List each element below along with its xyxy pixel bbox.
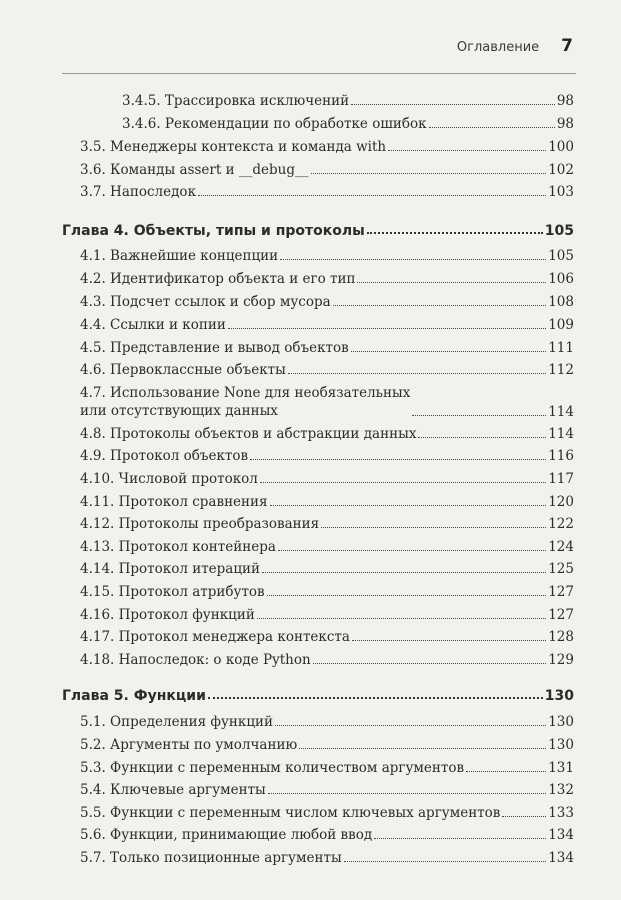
toc-entry-4-2[interactable] [80, 269, 574, 287]
toc-entry-page: 131 [548, 760, 574, 776]
toc-entry-title: 3.4.6. Рекомендации по обработке ошибок [122, 116, 427, 132]
toc-entry-4-16[interactable] [80, 605, 574, 623]
toc-entry-title: 5.1. Определения функций [80, 714, 274, 730]
toc-entry-4-5[interactable] [80, 338, 574, 356]
dot-leader [250, 459, 546, 460]
toc-entry-title [80, 384, 410, 420]
dot-leader [367, 232, 543, 234]
toc-entry-title: 4.1. Важнейшие концепции [80, 248, 279, 264]
dot-leader [313, 663, 547, 664]
toc-entry-4-10[interactable] [80, 469, 574, 487]
dot-leader [352, 640, 546, 641]
toc-entry-page: 120 [548, 494, 574, 510]
toc-entry-4-7[interactable] [80, 384, 574, 420]
toc-entry-4-13[interactable] [80, 537, 574, 555]
toc-entry-page: 100 [548, 139, 574, 155]
toc-entry-title: 3.4.5. Трассировка исключений [122, 93, 350, 109]
toc-chapter-page: 130 [544, 688, 574, 704]
toc-entry-page: 130 [548, 714, 574, 730]
toc-entry-page: 117 [548, 471, 574, 487]
toc-entry-4-4[interactable] [80, 315, 574, 333]
toc-entry-title: 5.5. Функции с переменным числом ключевых аргументов [80, 805, 501, 821]
toc-entry-4-15[interactable] [80, 582, 574, 600]
toc-entry-page: 106 [548, 271, 574, 287]
toc-entry-page: 127 [548, 607, 574, 623]
toc-entry-title: 4.11. Протокол сравнения [80, 494, 268, 510]
toc-entry-page: 133 [548, 805, 574, 821]
header-divider [62, 73, 576, 74]
dot-leader [388, 150, 546, 151]
toc-entry-page: 112 [548, 362, 574, 378]
toc-chapter-5[interactable] [62, 684, 574, 704]
toc-entry-title: 5.4. Ключевые аргументы [80, 782, 266, 798]
toc-entry-page: 132 [548, 782, 574, 798]
dot-leader [418, 437, 546, 438]
toc-entry-4-14[interactable] [80, 559, 574, 577]
toc-entry-4-9[interactable] [80, 446, 574, 464]
dot-leader [280, 259, 546, 260]
running-header-title: Оглавление [456, 40, 540, 55]
toc-entry-4-3[interactable] [80, 292, 574, 310]
toc-entry-5-6[interactable] [80, 825, 574, 843]
dot-leader [321, 527, 546, 528]
toc-entry-page: 102 [548, 162, 574, 178]
toc-entry-3-4-6[interactable] [122, 114, 574, 132]
toc-entry-page: 127 [548, 584, 574, 600]
toc-entry-3-5[interactable] [80, 137, 574, 155]
toc-entry-page: 103 [548, 184, 574, 200]
toc-entry-title: 5.6. Функции, принимающие любой ввод [80, 827, 373, 843]
toc-entry-title: 4.4. Ссылки и копии [80, 317, 226, 333]
dot-leader [429, 127, 555, 128]
toc-entry-4-17[interactable] [80, 627, 574, 645]
toc-entry-title: 4.6. Первоклассные объекты [80, 362, 286, 378]
toc-entry-5-5[interactable] [80, 803, 574, 821]
toc-entry-4-12[interactable] [80, 514, 574, 532]
toc-chapter-title: Глава 5. Функции [62, 688, 206, 704]
toc-entry-title: 4.15. Протокол атрибутов [80, 584, 265, 600]
toc-entry-page: 122 [548, 516, 574, 532]
toc-entry-title: 3.5. Менеджеры контекста и команда with [80, 139, 387, 155]
toc-entry-3-6[interactable] [80, 160, 574, 178]
toc-entry-page: 105 [548, 248, 574, 264]
toc-chapter-page: 105 [544, 223, 574, 239]
toc-entry-page: 114 [548, 404, 574, 420]
dot-leader [208, 697, 543, 699]
dot-leader [351, 104, 555, 105]
dot-leader [257, 618, 546, 619]
toc-entry-title: 4.16. Протокол функций [80, 607, 255, 623]
dot-leader [502, 816, 546, 817]
toc-entry-title: 4.5. Представление и вывод объектов [80, 340, 349, 356]
dot-leader [288, 373, 546, 374]
toc-entry-4-6[interactable] [80, 360, 574, 378]
dot-leader [278, 550, 546, 551]
toc-entry-5-4[interactable] [80, 780, 574, 798]
toc-entry-title: 4.17. Протокол менеджера контекста [80, 629, 350, 645]
toc-entry-4-11[interactable] [80, 492, 574, 510]
toc-chapter-4[interactable] [62, 219, 574, 239]
dot-leader [198, 195, 546, 196]
dot-leader [268, 793, 546, 794]
toc-entry-3-7[interactable] [80, 182, 574, 200]
toc-entry-title: 5.7. Только позиционные аргументы [80, 850, 342, 866]
toc-entry-title: 3.7. Напоследок [80, 184, 197, 200]
toc-entry-title: 4.3. Подсчет ссылок и сбор мусора [80, 294, 331, 310]
dot-leader [333, 305, 547, 306]
dot-leader [267, 595, 547, 596]
toc-entry-page: 111 [548, 340, 574, 356]
toc-entry-5-7[interactable] [80, 848, 574, 866]
page-number: 7 [561, 36, 573, 56]
toc-entry-title: 5.3. Функции с переменным количеством аргументов [80, 760, 465, 776]
toc-entry-5-3[interactable] [80, 758, 574, 776]
toc-entry-title: 4.14. Протокол итераций [80, 561, 261, 577]
toc-entry-4-1[interactable] [80, 246, 574, 264]
toc-entry-5-2[interactable] [80, 735, 574, 753]
toc-entry-page: 130 [548, 737, 574, 753]
toc-chapter-title: Глава 4. Объекты, типы и протоколы [62, 223, 365, 239]
toc-entry-page: 125 [548, 561, 574, 577]
toc-entry-3-4-5[interactable] [122, 91, 574, 109]
dot-leader [260, 482, 546, 483]
toc-entry-5-1[interactable] [80, 712, 574, 730]
toc-entry-4-18[interactable] [80, 650, 574, 668]
dot-leader [270, 505, 547, 506]
dot-leader [466, 771, 546, 772]
toc-entry-page: 129 [548, 652, 574, 668]
toc-entry-page: 98 [556, 116, 574, 132]
toc-entry-page: 134 [548, 827, 574, 843]
dot-leader [275, 725, 546, 726]
toc-entry-title-line2: или отсутствующих данных [80, 403, 278, 419]
toc-entry-page: 128 [548, 629, 574, 645]
toc-entry-title: 4.12. Протоколы преобразования [80, 516, 320, 532]
toc-entry-page: 108 [548, 294, 574, 310]
toc-entry-title: 4.18. Напоследок: о коде Python [80, 652, 311, 668]
toc-entry-page: 134 [548, 850, 574, 866]
dot-leader [351, 351, 546, 352]
dot-leader [412, 415, 546, 416]
dot-leader [344, 861, 547, 862]
toc-entry-title: 4.9. Протокол объектов [80, 448, 249, 464]
toc-entry-page: 116 [548, 448, 574, 464]
toc-entry-title: 3.6. Команды assert и __debug__ [80, 162, 309, 178]
toc-entry-title: 4.13. Протокол контейнера [80, 539, 276, 555]
toc-entry-page: 98 [556, 93, 574, 109]
running-header [457, 36, 573, 58]
dot-leader [228, 328, 546, 329]
toc-entry-page: 109 [548, 317, 574, 333]
toc-entry-4-8[interactable] [80, 424, 574, 442]
toc-entry-page: 114 [548, 426, 574, 442]
toc-entry-title: 4.10. Числовой протокол [80, 471, 258, 487]
toc-entry-title: 5.2. Аргументы по умолчанию [80, 737, 298, 753]
toc-entry-title-line1: 4.7. Использование None для необязательных [80, 385, 411, 401]
toc-entry-title: 4.2. Идентификатор объекта и его тип [80, 271, 356, 287]
dot-leader [262, 572, 546, 573]
dot-leader [357, 282, 546, 283]
toc-entry-page: 124 [548, 539, 574, 555]
dot-leader [299, 748, 546, 749]
dot-leader [311, 173, 547, 174]
toc-entry-title: 4.8. Протоколы объектов и абстракции данных [80, 426, 417, 442]
dot-leader [374, 838, 546, 839]
